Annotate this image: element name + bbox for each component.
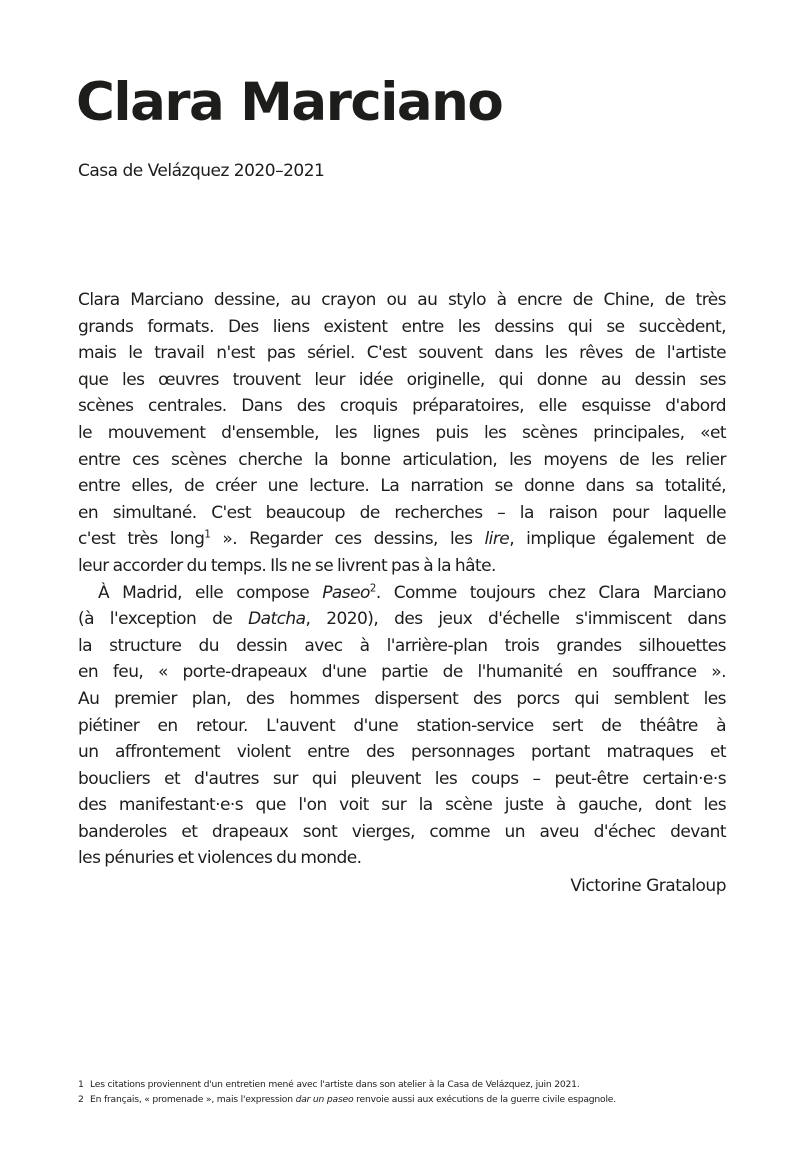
- footnote-italic: dar un paseo: [295, 1094, 354, 1105]
- page-title: Clara Marciano: [76, 72, 503, 133]
- text-line: Clara Marciano dessine, au crayon ou au stylo à encre de Chine, de très: [78, 290, 726, 310]
- text-fragment: (à l'exception de: [78, 609, 249, 630]
- text-fragment: . Comme toujours chez Clara Marciano: [375, 582, 726, 603]
- text-line: la structure du dessin avec à l'arrière-plan trois grandes silhouettes: [78, 635, 726, 656]
- text-line: piétiner en retour. L'auvent d'une station-service sert de théâtre à: [78, 715, 726, 736]
- footnote-1: [78, 1077, 738, 1092]
- text-line: entre ces scènes cherche la bonne articulation, les moyens de les relier: [78, 449, 726, 470]
- text-line: le mouvement d'ensemble, les lignes puis les scènes principales, «et: [78, 422, 726, 443]
- text-line: boucliers et d'autres sur qui pleuvent les coups – peut-être certain·e·s: [78, 768, 726, 789]
- text-line: banderoles et drapeaux sont vierges, comme un aveu d'échec devant: [78, 821, 726, 842]
- text-line: que les œuvres trouvent leur idée originelle, qui donne au dessin ses: [78, 369, 726, 390]
- text-line: scènes centrales. Dans des croquis préparatoires, elle esquisse d'abord: [78, 396, 726, 417]
- text-line: un affrontement violent entre des personnages portant matraques et: [78, 742, 726, 763]
- italic-word: lire: [484, 529, 510, 550]
- text-line: grands formats. Des liens existent entre les dessins qui se succèdent,: [78, 316, 726, 337]
- author-signature: Victorine Grataloup: [570, 876, 726, 896]
- text-line: des manifestant·e·s que l'on voit sur la scène juste à gauche, dont les: [78, 795, 726, 816]
- text-line: leur accorder du temps. Ils ne se livrent pas à la hâte.: [78, 555, 496, 576]
- text-line: mais le travail n'est pas sériel. C'est souvent dans les rêves de l'artiste: [78, 343, 726, 364]
- text-line: Au premier plan, des hommes dispersent des porcs qui semblent les: [78, 688, 726, 709]
- paragraph-1: [78, 287, 726, 580]
- text-fragment: ». Regarder ces dessins, les: [210, 529, 485, 550]
- artwork-title: Paseo: [322, 582, 370, 603]
- footnote-2: [78, 1092, 738, 1107]
- footnote-text: renvoie aussi aux exécutions de la guerre civile espagnole.: [353, 1094, 616, 1105]
- text-fragment: c'est très long: [78, 529, 205, 550]
- text-line: en feu, « porte-drapeaux d'une partie de l'humanité en souffrance ».: [78, 662, 726, 683]
- text-fragment: , implique également de: [509, 529, 726, 550]
- text-line: [78, 580, 726, 607]
- footnote-number: 2: [78, 1094, 84, 1105]
- footnote-text: Les citations proviennent d'un entretien mené avec l'artiste dans son atelier à la Casa de Velázquez, juin 2021.: [90, 1079, 580, 1090]
- text-line: [78, 526, 726, 553]
- footnote-ref-2[interactable]: 2: [369, 582, 376, 594]
- text-line: [78, 606, 726, 633]
- footnotes: [78, 1077, 738, 1107]
- body-text: [78, 287, 726, 872]
- text-fragment: À Madrid, elle compose: [98, 582, 323, 603]
- footnote-number: 1: [78, 1079, 84, 1090]
- footnote-ref-1[interactable]: 1: [204, 529, 211, 541]
- text-line: entre elles, de créer une lecture. La narration se donne dans sa totalité,: [78, 476, 726, 497]
- text-line: en simultané. C'est beaucoup de recherches – la raison pour laquelle: [78, 502, 726, 523]
- paragraph-2: [78, 580, 726, 873]
- text-fragment: , 2020), des jeux d'échelle s'immiscent dans: [305, 609, 727, 630]
- footnote-text: En français, « promenade », mais l'expression: [90, 1094, 296, 1105]
- artwork-title: Datcha: [248, 609, 306, 630]
- page-subtitle: Casa de Velázquez 2020–2021: [78, 161, 325, 181]
- text-line: les pénuries et violences du monde.: [78, 848, 362, 869]
